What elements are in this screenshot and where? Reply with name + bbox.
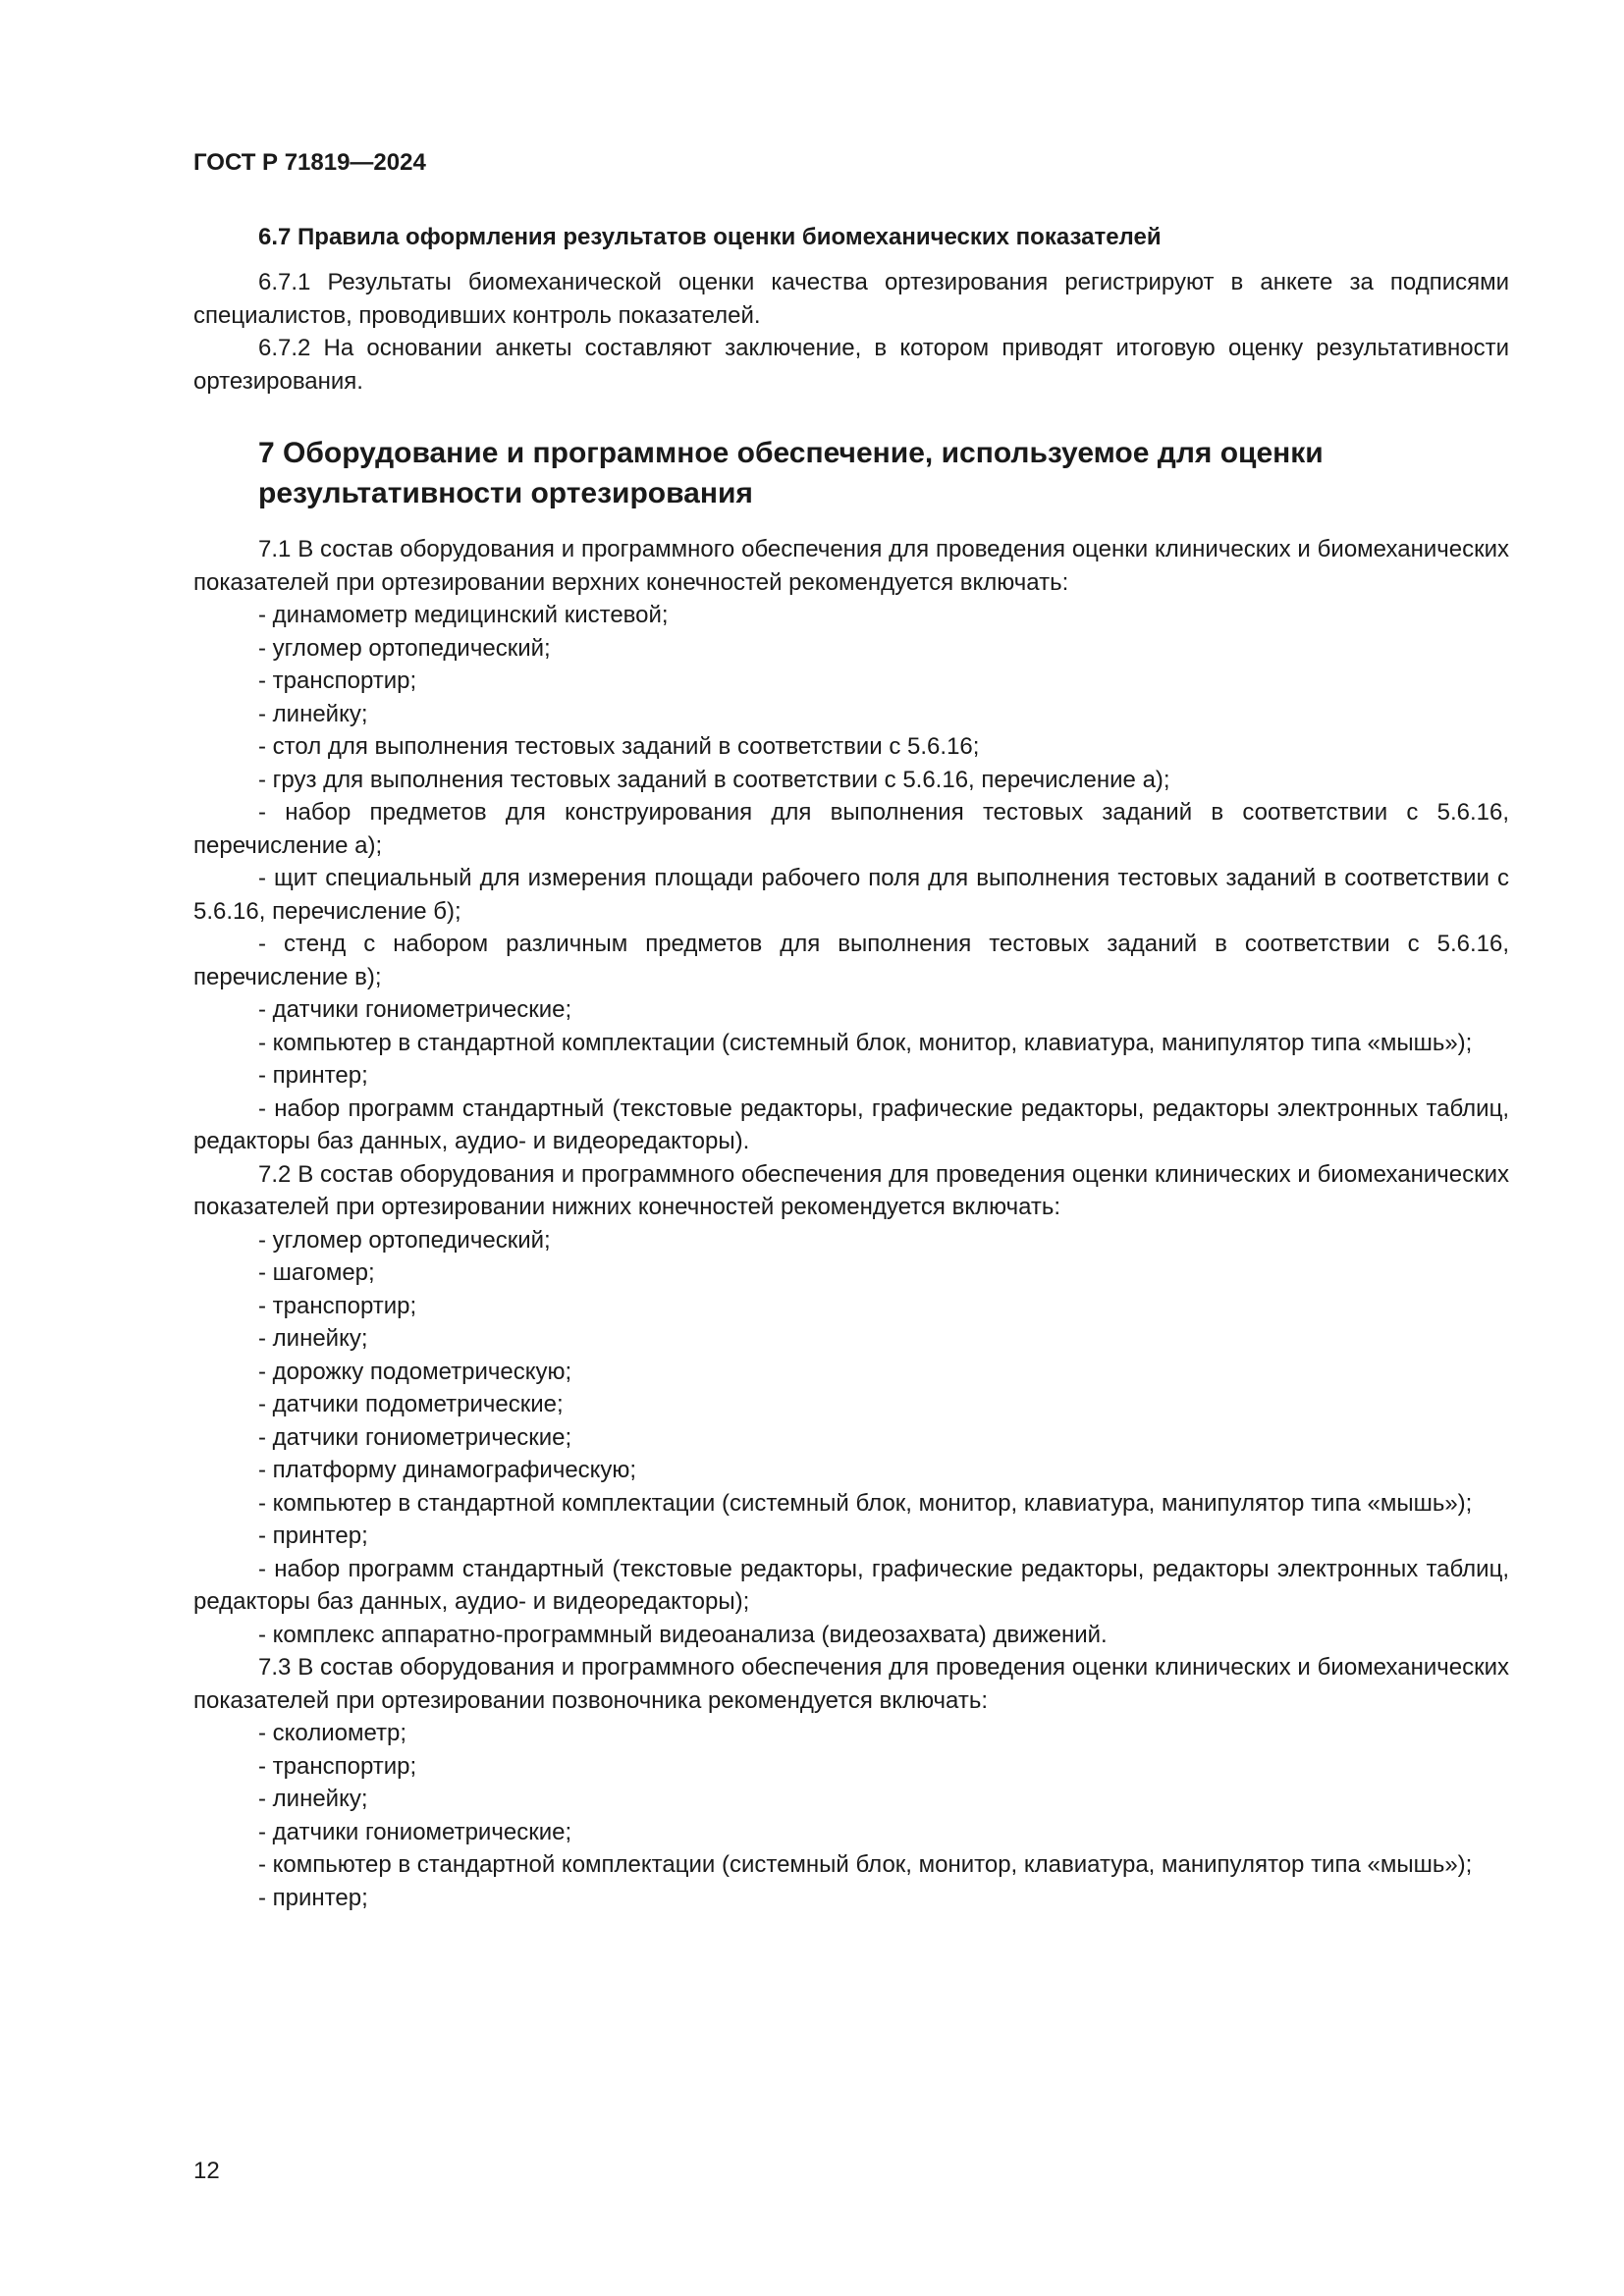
list-item: - набор предметов для конструирования для выполнения тестовых заданий в соответствии с 5.6.16, перечисление а); (193, 799, 1509, 859)
list-item: - датчики гониометрические; (258, 996, 572, 1023)
list-item: - компьютер в стандартной комплектации (системный блок, монитор, клавиатура, манипулятор типа «мышь»); (258, 1851, 1473, 1878)
list-item: - стенд с набором различным предметов для выполнения тестовых заданий в соответствии с 5.6.16, перечисление в); (193, 931, 1509, 990)
list-item: - набор программ стандартный (текстовые редакторы, графические редакторы, редакторы электронных таблиц, редакторы баз данных, аудио- и видеоредакторы); (193, 1555, 1509, 1615)
page-number: 12 (193, 2158, 220, 2184)
list-item: - принтер; (258, 1522, 368, 1549)
list-item: - комплекс аппаратно-программный видеоанализа (видеозахвата) движений. (258, 1621, 1108, 1648)
list-item: - динамометр медицинский кистевой; (258, 602, 669, 628)
list-item: - транспортир; (258, 1292, 417, 1319)
list-item: - транспортир; (258, 1752, 417, 1780)
list-item: - дорожку подометрическую; (258, 1358, 572, 1385)
list-item: - линейку; (258, 700, 368, 727)
list-item: - платформу динамографическую; (258, 1457, 637, 1483)
paragraph: 6.7.1 Результаты биомеханической оценки качества ортезирования регистрируют в анкете за подписями специалистов, проводивших контроль показателей. (193, 269, 1509, 329)
list-item: - линейку; (258, 1325, 368, 1352)
list-item: - сколиометр; (258, 1720, 407, 1746)
list-item: - щит специальный для измерения площади рабочего поля для выполнения тестовых заданий в соответствии с 5.6.16, перечисление б); (193, 865, 1509, 925)
list-item: - набор программ стандартный (текстовые редакторы, графические редакторы, редакторы электронных таблиц, редакторы баз данных, аудио- и видеоредакторы). (193, 1095, 1509, 1154)
list-item: - угломер ортопедический; (258, 1226, 551, 1254)
list-item: - принтер; (258, 1062, 368, 1089)
list-item: - компьютер в стандартной комплектации (системный блок, монитор, клавиатура, манипулятор типа «мышь»); (258, 1029, 1473, 1056)
list-item: - стол для выполнения тестовых заданий в соответствии с 5.6.16; (258, 733, 980, 760)
document-code-header: ГОСТ Р 71819—2024 (193, 149, 426, 176)
paragraph: 6.7.2 На основании анкеты составляют заключение, в котором приводят итоговую оценку результативности ортезирования. (193, 335, 1509, 395)
list-item: - компьютер в стандартной комплектации (системный блок, монитор, клавиатура, манипулятор типа «мышь»); (258, 1489, 1473, 1517)
list-item: - линейку; (258, 1786, 368, 1812)
list-item: - груз для выполнения тестовых заданий в соответствии с 5.6.16, перечисление а); (258, 766, 1170, 793)
list-item: - принтер; (258, 1884, 368, 1911)
list-item: - датчики гониометрические; (258, 1423, 572, 1451)
page-content (193, 221, 1509, 1914)
list-item: - датчики гониометрические; (258, 1818, 572, 1845)
section-7-body (193, 533, 1509, 1914)
paragraph: 7.2 В состав оборудования и программного обеспечения для проведения оценки клинических и биомеханических показателей при ортезировании нижних конечностей рекомендуется включать: (193, 1160, 1509, 1220)
paragraph: 7.1 В состав оборудования и программного обеспечения для проведения оценки клинических и биомеханических показателей при ортезировании верхних конечностей рекомендуется включать: (193, 536, 1509, 596)
list-item: - шагомер; (258, 1259, 375, 1286)
paragraph: 7.3 В состав оборудования и программного обеспечения для проведения оценки клинических и биомеханических показателей при ортезировании позвоночника рекомендуется включать: (193, 1654, 1509, 1714)
subsection-6-7-body (193, 266, 1509, 398)
list-item: - транспортир; (258, 667, 417, 694)
section-title-7: 7 Оборудование и программное обеспечение, используемое для оценки результативности ортезирования (258, 437, 1324, 509)
list-item: - угломер ортопедический; (258, 634, 551, 662)
list-item: - датчики подометрические; (258, 1391, 564, 1417)
subsection-heading-6-7: 6.7 Правила оформления результатов оценки биомеханических показателей (258, 224, 1162, 250)
